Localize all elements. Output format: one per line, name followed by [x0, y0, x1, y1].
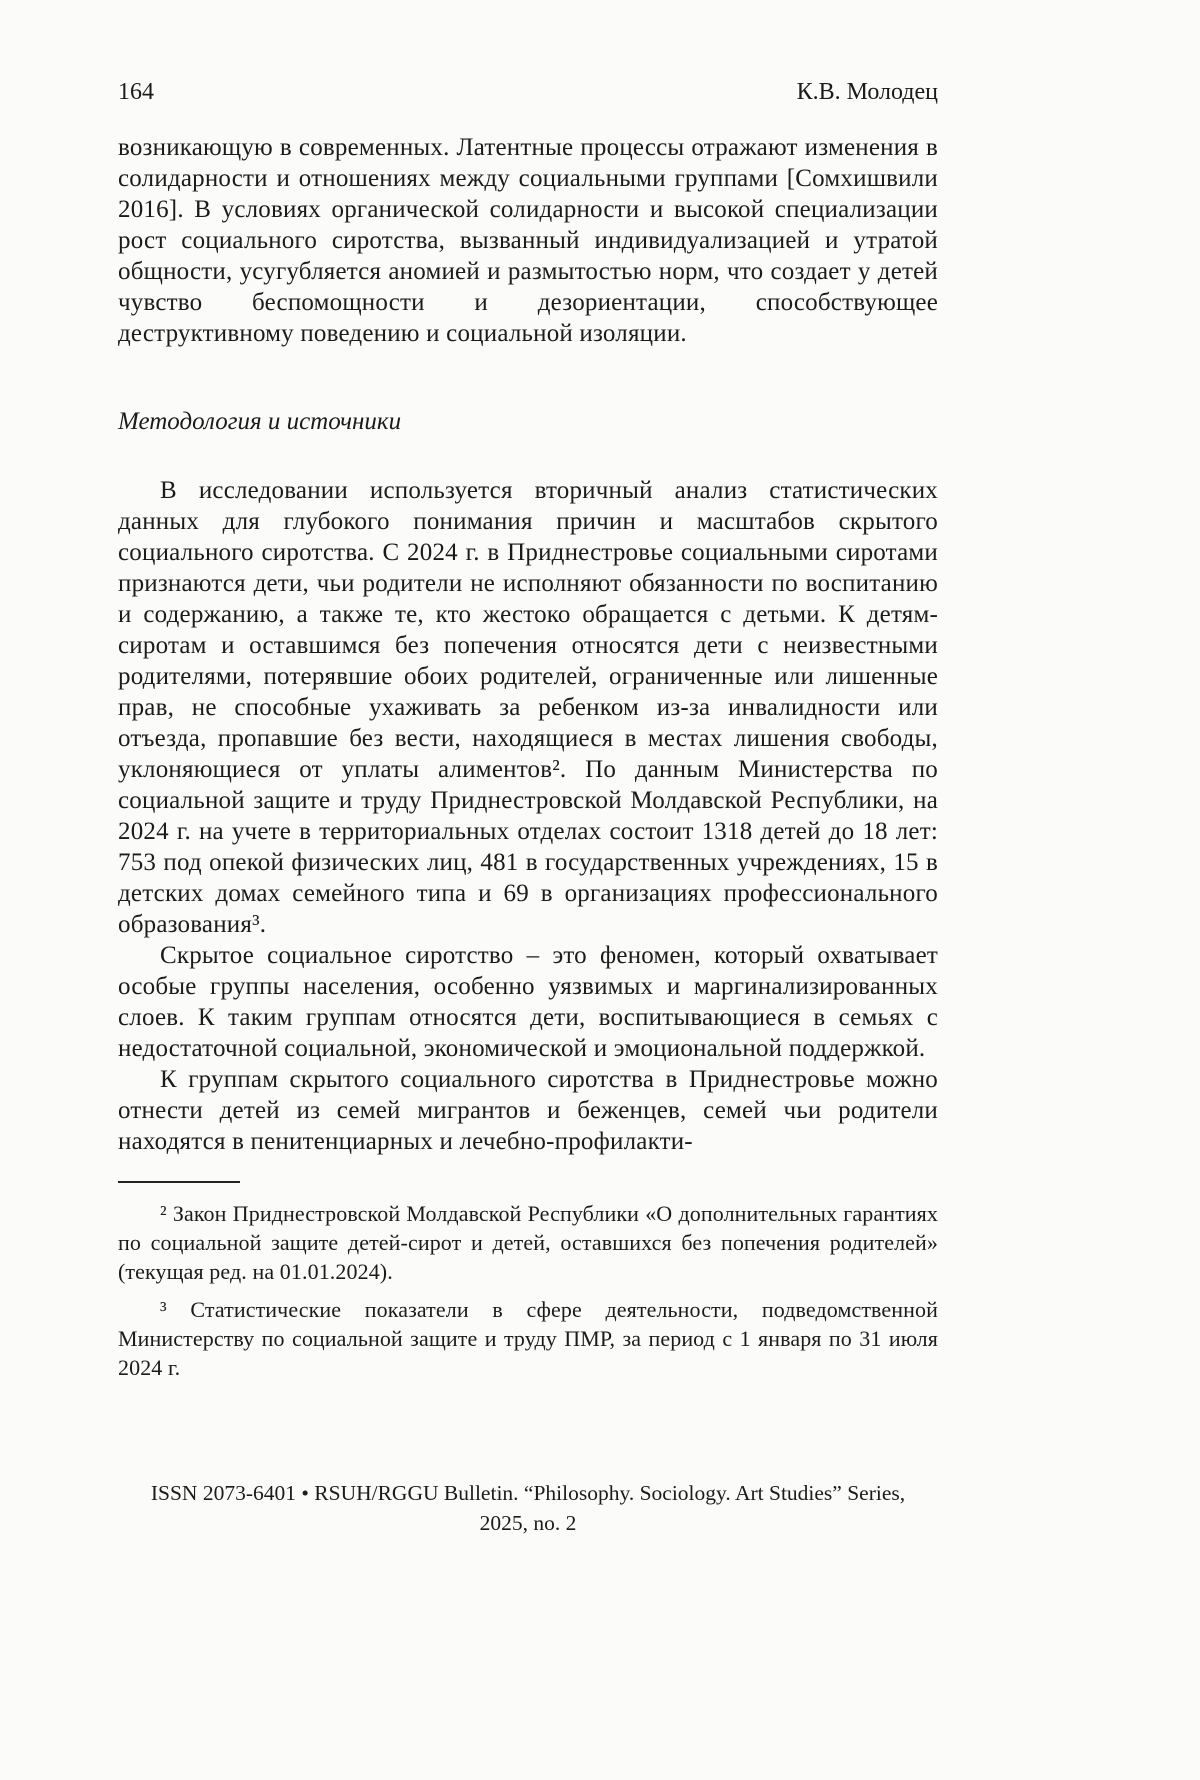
paragraph-hidden-orphanhood: Скрытое социальное сиротство – это феномен, который охватывает особые группы населения, особенно уязвимых и маргинализированных слоев. К таким группам относятся дети, воспитывающиеся в семьях с недостаточной социальной, экономической и эмоциональной поддержкой. — [118, 942, 938, 1062]
page-number: 164 — [118, 79, 154, 105]
running-head — [118, 78, 938, 106]
paragraph-methodology: В исследовании используется вторичный анализ статистических данных для глубокого понимания причин и масштабов скрытого социального сиротства. С 2024 г. в Приднестровье социальными сиротами признаются дети, чьи родители не исполняют обязанности по воспитанию и содержанию, а также те, кто жестоко обращается с детьми. К детям-сиротам и оставшимся без попечения относятся дети с неизвестными родителями, потерявшие обоих родителей, ограниченные или лишенные прав, не способные ухаживать за ребенком из-за инвалидности или отъезда, пропавшие без вести, находящиеся в местах лишения свободы, уклоняющиеся от уплаты алиментов². По данным Министерства по социальной защите и труду Приднестровской Молдавской Республики, на 2024 г. на учете в территориальных отделах состоит 1318 детей до 18 лет: 753 под опекой физических лиц, 481 в государственных учреждениях, 15 в детских домах семейного типа и 69 в организациях профессионального образования³. — [118, 477, 938, 938]
footnote-3: ³ Статистические показатели в сфере деятельности, подведомственной Министерству по социальной защите и труду ПМР, за период с 1 января по 31 июля 2024 г. — [118, 1297, 938, 1380]
paragraph-groups: К группам скрытого социального сиротства в Приднестровье можно отнести детей из семей мигрантов и беженцев, семей чьи родители находятся в пенитенциарных и лечебно-профилакти- — [118, 1066, 938, 1155]
footnotes — [118, 1199, 938, 1382]
footnote-2: ² Закон Приднестровской Молдавской Республики «О дополнительных гарантиях по социальной защите детей-сирот и детей, оставшихся без попечения родителей» (текущая ред. на 01.01.2024). — [118, 1201, 938, 1284]
footer-issn-line: ISSN 2073-6401 • RSUH/RGGU Bulletin. “Philosophy. Sociology. Art Studies” Series, — [150, 1481, 906, 1505]
article-body — [118, 132, 938, 1157]
journal-footer — [118, 1478, 938, 1538]
running-head-author: К.В. Молодец — [796, 79, 938, 105]
paragraph-continuation: возникающую в современных. Латентные процессы отражают изменения в солидарности и отношениях между социальными группами [Сомхишвили 2016]. В условиях органической солидарности и высокой специализации рост социального сиротства, вызванный индивидуализацией и утратой общности, усугубляется аномией и размытостью норм, что создает у детей чувство беспомощности и дезориентации, способствующее деструктивному поведению и социальной изоляции. — [118, 134, 938, 347]
section-heading: Методология и источники — [118, 408, 402, 435]
footer-issue-line: 2025, no. 2 — [479, 1511, 577, 1535]
footnote-separator-rule — [118, 1181, 240, 1183]
